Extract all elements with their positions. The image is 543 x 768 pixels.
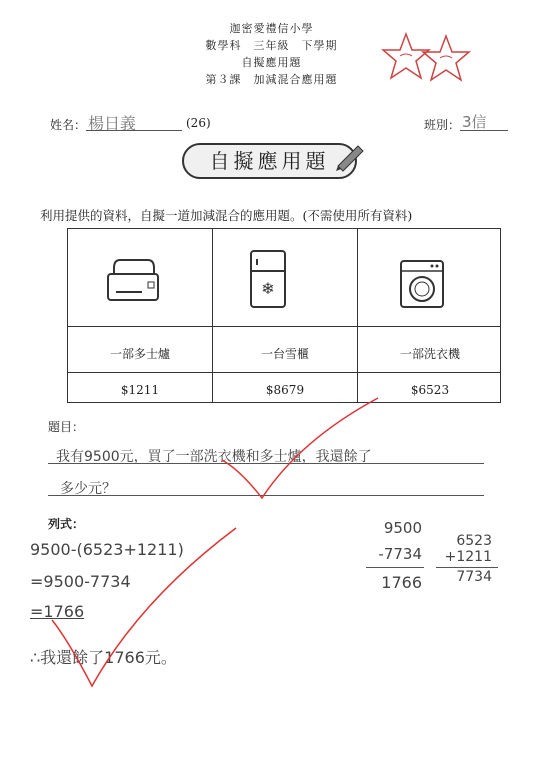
question-line-1: 我有9500元，買了一部洗衣機和多士爐，我還餘了 (56, 449, 372, 465)
answer-line: ∴我還餘了1766元。 (30, 648, 177, 667)
vertical1-result: 1766 (381, 573, 422, 592)
subject-line: 數學科 三年級 下學期 (205, 39, 338, 52)
question-line-2: 多少元？ (60, 481, 116, 497)
instruction: 利用提供的資料，自擬一道加減混合的應用題。(不需使用所有資料) (40, 208, 413, 223)
item-name-washer: 一部洗衣機 (399, 347, 460, 361)
section-banner: 自擬應用題 (182, 143, 357, 179)
working-line-3: =1766 (30, 602, 85, 621)
question-label: 題目： (48, 420, 85, 434)
item-price-fridge: $8679 (265, 383, 305, 397)
item-price-washer: $6523 (410, 383, 450, 397)
working-label: 列式： (48, 517, 85, 531)
student-number: (26) (186, 116, 211, 130)
working-line-2: =9500-7734 (30, 572, 131, 591)
worksheet-title: 自擬應用題 (241, 56, 302, 69)
class-value: 3信 (462, 113, 487, 131)
name-label: 姓名： (50, 118, 87, 132)
school-name: 迦密愛禮信小學 (229, 22, 314, 35)
vertical2-result: 7734 (456, 569, 492, 585)
item-price-toaster: $1211 (120, 383, 160, 397)
item-name-toaster: 一部多士爐 (109, 347, 170, 361)
name-value: 楊日義 (88, 114, 137, 133)
working-line-1: 9500-(6523+1211) (30, 540, 184, 559)
vertical2-b: +1211 (444, 549, 492, 565)
item-name-fridge: 一台雪櫃 (260, 347, 309, 361)
vertical1-b: -7734 (378, 545, 422, 563)
vertical1-a: 9500 (383, 519, 422, 537)
class-label: 班別： (424, 118, 461, 132)
vertical2-a: 6523 (456, 533, 492, 549)
svg-text:❄: ❄ (261, 279, 275, 298)
lesson-title: 第３課 加減混合應用題 (205, 73, 338, 86)
